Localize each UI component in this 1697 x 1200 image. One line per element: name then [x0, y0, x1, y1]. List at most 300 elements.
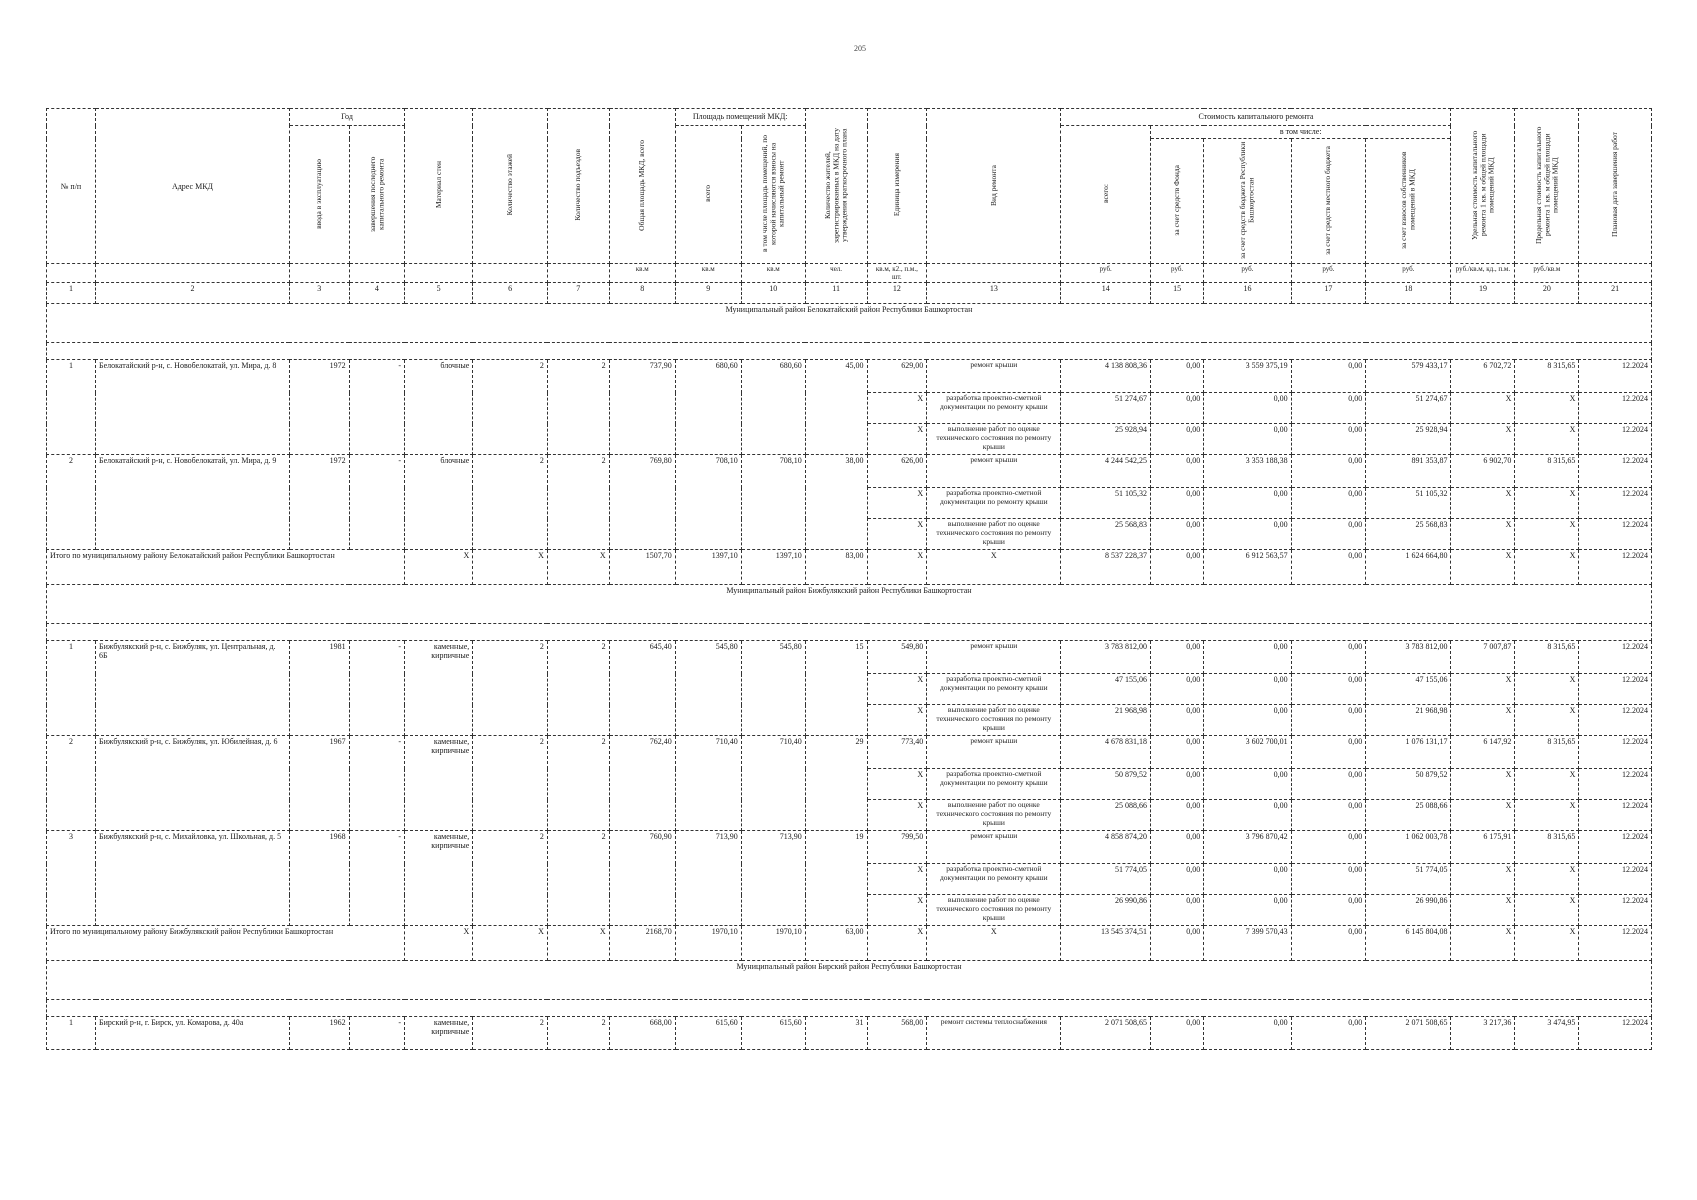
year-built: 1968	[289, 831, 349, 926]
header-units-row: кв.м кв.м кв.м чел. кв.м, к2., п.м., шт. руб. руб. руб. руб. руб. руб./кв.м, кд., п.м. руб./кв.м	[47, 264, 1652, 283]
column-number: 16	[1204, 283, 1291, 304]
total-area: 2168,70	[609, 926, 675, 961]
header-cost-local: за счет средств местного бюджета	[1291, 139, 1366, 264]
cost-local: 0,00	[1291, 519, 1366, 550]
residents: 29	[805, 736, 867, 831]
entrances: 2	[547, 736, 609, 831]
total-label: Итого по муниципальному району Бижбулякский район Республики Башкортостан	[47, 926, 405, 961]
column-number: 21	[1579, 283, 1652, 304]
planned-date: 12.2024	[1579, 488, 1652, 519]
work-type: ремонт крыши	[927, 736, 1061, 769]
premises-area: 680,60	[675, 360, 741, 455]
total-area: 668,00	[609, 1017, 675, 1050]
specific-cost: X	[1451, 519, 1515, 550]
section-title-row	[47, 585, 1652, 624]
header-premises-area: Площадь помещений МКД:	[675, 109, 805, 126]
table-row	[47, 831, 1652, 864]
cost-owners: 579 433,17	[1366, 360, 1451, 393]
cost-fund: 0,00	[1150, 641, 1203, 674]
total-residential-area: 1397,10	[741, 550, 805, 585]
year-last-repair: -	[349, 360, 404, 455]
cost-republic: 0,00	[1204, 424, 1291, 455]
house-number: 2	[47, 455, 96, 550]
year-last-repair: -	[349, 1017, 404, 1050]
cost-republic: 0,00	[1204, 488, 1291, 519]
cost-local: 0,00	[1291, 800, 1366, 831]
cost-local: 0,00	[1291, 769, 1366, 800]
column-numbers-row	[47, 283, 1652, 304]
header-year-built: ввода в эксплуатацию	[289, 126, 349, 264]
cost-total: 25 088,66	[1061, 800, 1151, 831]
total-residential-area: 1970,10	[741, 926, 805, 961]
spacer-row	[47, 1000, 1652, 1017]
planned-date: 12.2024	[1579, 864, 1652, 895]
premises-area: 713,90	[675, 831, 741, 926]
specific-cost: X	[1451, 424, 1515, 455]
table-row	[47, 1017, 1652, 1050]
planned-date: 12.2024	[1579, 736, 1652, 769]
cost-republic: 0,00	[1204, 769, 1291, 800]
cost-fund: 0,00	[1150, 769, 1203, 800]
unit-value: 799,50	[867, 831, 927, 864]
planned-date: 12.2024	[1579, 831, 1652, 864]
column-number: 7	[547, 283, 609, 304]
header-wall-material: Материал стен	[405, 109, 473, 264]
total-area: 645,40	[609, 641, 675, 736]
header-total-area: Общая площадь МКД, всего	[609, 109, 675, 264]
cost-republic: 0,00	[1204, 674, 1291, 705]
entrances: 2	[547, 360, 609, 455]
cost-owners: 21 968,98	[1366, 705, 1451, 736]
cost-local: 0,00	[1291, 641, 1366, 674]
limit-cost: 3 474,95	[1515, 1017, 1579, 1050]
cost-owners: 25 088,66	[1366, 800, 1451, 831]
header-work-type: Вид ремонта	[927, 109, 1061, 264]
table-body	[47, 304, 1652, 1050]
cost-total: 50 879,52	[1061, 769, 1151, 800]
limit-cost: X	[1515, 424, 1579, 455]
house-address: Бижбулякский р-н, с. Бижбуляк, ул. Юбилейная, д. 6	[96, 736, 290, 831]
header-specific-cost: Удельная стоимость капитального ремонта 1 кв. м общей площади помещений МКД	[1451, 109, 1515, 264]
total-specific: X	[1451, 550, 1515, 585]
total-area: 737,90	[609, 360, 675, 455]
specific-cost: X	[1451, 393, 1515, 424]
cost-local: 0,00	[1291, 455, 1366, 488]
cost-owners: 50 879,52	[1366, 769, 1451, 800]
cost-republic: 0,00	[1204, 895, 1291, 926]
year-built: 1967	[289, 736, 349, 831]
total-local: 0,00	[1291, 550, 1366, 585]
unit-value: X	[867, 424, 927, 455]
cost-total: 21 968,98	[1061, 705, 1151, 736]
planned-date: 12.2024	[1579, 674, 1652, 705]
entrances: 2	[547, 455, 609, 550]
wall-material: каменные, кирпичные	[405, 831, 473, 926]
cost-local: 0,00	[1291, 705, 1366, 736]
house-address: Белокатайский р-н, с. Новобелокатай, ул. Мира, д. 8	[96, 360, 290, 455]
cost-owners: 891 353,87	[1366, 455, 1451, 488]
specific-cost: 6 702,72	[1451, 360, 1515, 393]
total-floors: X	[473, 926, 548, 961]
total-fund: 0,00	[1150, 550, 1203, 585]
limit-cost: X	[1515, 864, 1579, 895]
column-number: 14	[1061, 283, 1151, 304]
column-number: 12	[867, 283, 927, 304]
work-type: ремонт крыши	[927, 641, 1061, 674]
total-limit: X	[1515, 550, 1579, 585]
total-unit: X	[867, 550, 927, 585]
header-residents: Количество жителей, зарегистрированных в МКД на дату утверждения краткосрочного плана	[805, 109, 867, 264]
column-number: 18	[1366, 283, 1451, 304]
spacer-row	[47, 343, 1652, 360]
total-cost: 8 537 228,37	[1061, 550, 1151, 585]
limit-cost: 8 315,65	[1515, 641, 1579, 674]
wall-material: блочные	[405, 455, 473, 550]
section-title: Муниципальный район Бижбулякский район Республики Башкортостан	[47, 585, 1652, 624]
residents: 31	[805, 1017, 867, 1050]
total-work: X	[927, 550, 1061, 585]
work-type: разработка проектно-сметной документации по ремонту крыши	[927, 674, 1061, 705]
total-republic: 6 912 563,57	[1204, 550, 1291, 585]
entrances: 2	[547, 641, 609, 736]
specific-cost: X	[1451, 864, 1515, 895]
header-cost-fund: за счет средств Фонда	[1150, 139, 1203, 264]
header-planned-date: Плановая дата завершения работ	[1579, 109, 1652, 264]
section-title-row	[47, 961, 1652, 1000]
column-number: 4	[349, 283, 404, 304]
cost-fund: 0,00	[1150, 1017, 1203, 1050]
work-type: ремонт крыши	[927, 360, 1061, 393]
header-floors: Количество этажей	[473, 109, 548, 264]
cost-total: 51 274,67	[1061, 393, 1151, 424]
cost-total: 51 105,32	[1061, 488, 1151, 519]
unit-value: 568,00	[867, 1017, 927, 1050]
header-cost-republic: за счет средств бюджета Республики Башкортостан	[1204, 139, 1291, 264]
column-number: 2	[96, 283, 290, 304]
specific-cost: X	[1451, 488, 1515, 519]
planned-date: 12.2024	[1579, 769, 1652, 800]
wall-material: каменные, кирпичные	[405, 1017, 473, 1050]
cost-owners: 51 774,05	[1366, 864, 1451, 895]
house-number: 1	[47, 641, 96, 736]
table-row	[47, 455, 1652, 488]
specific-cost: 7 007,87	[1451, 641, 1515, 674]
cost-republic: 3 796 870,42	[1204, 831, 1291, 864]
planned-date: 12.2024	[1579, 1017, 1652, 1050]
floors: 2	[473, 641, 548, 736]
limit-cost: X	[1515, 705, 1579, 736]
column-number: 17	[1291, 283, 1366, 304]
column-number: 6	[473, 283, 548, 304]
limit-cost: 8 315,65	[1515, 736, 1579, 769]
column-number: 1	[47, 283, 96, 304]
floors: 2	[473, 455, 548, 550]
limit-cost: X	[1515, 769, 1579, 800]
floors: 2	[473, 360, 548, 455]
residential-area: 710,40	[741, 736, 805, 831]
cost-total: 51 774,05	[1061, 864, 1151, 895]
year-last-repair: -	[349, 831, 404, 926]
work-type: выполнение работ по оценке технического состояния по ремонту крыши	[927, 705, 1061, 736]
section-title-row	[47, 304, 1652, 343]
column-number: 10	[741, 283, 805, 304]
specific-cost: X	[1451, 705, 1515, 736]
total-wall: X	[405, 550, 473, 585]
section-title: Муниципальный район Белокатайский район Республики Башкортостан	[47, 304, 1652, 343]
limit-cost: X	[1515, 393, 1579, 424]
unit-value: 626,00	[867, 455, 927, 488]
cost-local: 0,00	[1291, 393, 1366, 424]
limit-cost: X	[1515, 488, 1579, 519]
cost-fund: 0,00	[1150, 360, 1203, 393]
specific-cost: X	[1451, 674, 1515, 705]
column-number: 3	[289, 283, 349, 304]
residents: 38,00	[805, 455, 867, 550]
wall-material: каменные, кирпичные	[405, 641, 473, 736]
column-number: 9	[675, 283, 741, 304]
unit-value: 549,80	[867, 641, 927, 674]
cost-republic: 0,00	[1204, 393, 1291, 424]
work-type: разработка проектно-сметной документации по ремонту крыши	[927, 488, 1061, 519]
floors: 2	[473, 1017, 548, 1050]
year-last-repair: -	[349, 641, 404, 736]
header-premises-total: всего	[675, 126, 741, 264]
column-number: 5	[405, 283, 473, 304]
total-republic: 7 399 570,43	[1204, 926, 1291, 961]
cost-local: 0,00	[1291, 488, 1366, 519]
column-number: 19	[1451, 283, 1515, 304]
column-number: 15	[1150, 283, 1203, 304]
total-owners: 6 145 804,08	[1366, 926, 1451, 961]
specific-cost: 6 175,91	[1451, 831, 1515, 864]
table-row	[47, 736, 1652, 769]
cost-fund: 0,00	[1150, 895, 1203, 926]
total-date: 12.2024	[1579, 550, 1652, 585]
year-built: 1962	[289, 1017, 349, 1050]
spacer-cell	[47, 1000, 1652, 1017]
cost-owners: 51 105,32	[1366, 488, 1451, 519]
total-owners: 1 624 664,80	[1366, 550, 1451, 585]
limit-cost: X	[1515, 674, 1579, 705]
unit-value: 629,00	[867, 360, 927, 393]
cost-fund: 0,00	[1150, 831, 1203, 864]
house-number: 1	[47, 360, 96, 455]
cost-local: 0,00	[1291, 895, 1366, 926]
cost-local: 0,00	[1291, 831, 1366, 864]
cost-local: 0,00	[1291, 736, 1366, 769]
cost-owners: 1 062 003,78	[1366, 831, 1451, 864]
table-row	[47, 641, 1652, 674]
cost-total: 4 244 542,25	[1061, 455, 1151, 488]
house-number: 2	[47, 736, 96, 831]
header-cost-owners: за счет взносов собственников помещений в МКД	[1366, 139, 1451, 264]
unit-value: X	[867, 705, 927, 736]
cost-fund: 0,00	[1150, 800, 1203, 831]
cost-owners: 51 274,67	[1366, 393, 1451, 424]
column-number: 13	[927, 283, 1061, 304]
column-number: 11	[805, 283, 867, 304]
work-type: ремонт крыши	[927, 831, 1061, 864]
residents: 15	[805, 641, 867, 736]
cost-fund: 0,00	[1150, 488, 1203, 519]
total-entrances: X	[547, 926, 609, 961]
cost-total: 2 071 508,65	[1061, 1017, 1151, 1050]
header-entrances: Количество подъездов	[547, 109, 609, 264]
cost-total: 4 138 808,36	[1061, 360, 1151, 393]
cost-republic: 0,00	[1204, 800, 1291, 831]
residential-area: 680,60	[741, 360, 805, 455]
cost-local: 0,00	[1291, 360, 1366, 393]
header-cost-total: всего:	[1061, 126, 1151, 264]
repair-plan-table	[46, 108, 1652, 1050]
residential-area: 713,90	[741, 831, 805, 926]
total-area: 769,80	[609, 455, 675, 550]
residential-area: 708,10	[741, 455, 805, 550]
house-address: Бирский р-н, г. Бирск, ул. Комарова, д. 40а	[96, 1017, 290, 1050]
planned-date: 12.2024	[1579, 641, 1652, 674]
cost-fund: 0,00	[1150, 674, 1203, 705]
limit-cost: X	[1515, 800, 1579, 831]
unit-value: X	[867, 800, 927, 831]
planned-date: 12.2024	[1579, 424, 1652, 455]
cost-republic: 3 602 700,01	[1204, 736, 1291, 769]
planned-date: 12.2024	[1579, 705, 1652, 736]
entrances: 2	[547, 1017, 609, 1050]
cost-owners: 1 076 131,17	[1366, 736, 1451, 769]
header-year: Год	[289, 109, 404, 126]
planned-date: 12.2024	[1579, 800, 1652, 831]
total-limit: X	[1515, 926, 1579, 961]
cost-fund: 0,00	[1150, 519, 1203, 550]
cost-fund: 0,00	[1150, 393, 1203, 424]
section-title: Муниципальный район Бирский район Республики Башкортостан	[47, 961, 1652, 1000]
unit-value: X	[867, 769, 927, 800]
total-area: 1507,70	[609, 550, 675, 585]
work-type: выполнение работ по оценке технического состояния по ремонту крыши	[927, 895, 1061, 926]
total-area: 760,90	[609, 831, 675, 926]
unit-value: 773,40	[867, 736, 927, 769]
cost-total: 25 928,94	[1061, 424, 1151, 455]
cost-owners: 25 928,94	[1366, 424, 1451, 455]
work-type: выполнение работ по оценке технического состояния по ремонту крыши	[927, 424, 1061, 455]
cost-owners: 26 990,86	[1366, 895, 1451, 926]
cost-fund: 0,00	[1150, 455, 1203, 488]
wall-material: каменные, кирпичные	[405, 736, 473, 831]
work-type: выполнение работ по оценке технического состояния по ремонту крыши	[927, 519, 1061, 550]
total-entrances: X	[547, 550, 609, 585]
specific-cost: 6 902,70	[1451, 455, 1515, 488]
house-address: Бижбулякский р-н, с. Михайловка, ул. Школьная, д. 5	[96, 831, 290, 926]
total-fund: 0,00	[1150, 926, 1203, 961]
table-row	[47, 360, 1652, 393]
year-last-repair: -	[349, 736, 404, 831]
residents: 19	[805, 831, 867, 926]
column-number: 20	[1515, 283, 1579, 304]
total-work: X	[927, 926, 1061, 961]
cost-total: 3 783 812,00	[1061, 641, 1151, 674]
header-year-last-repair: завершения последнего капитального ремонта	[349, 126, 404, 264]
house-address: Белокатайский р-н, с. Новобелокатай, ул. Мира, д. 9	[96, 455, 290, 550]
limit-cost: X	[1515, 519, 1579, 550]
header-unit: Единица измерения	[867, 109, 927, 264]
cost-republic: 0,00	[1204, 864, 1291, 895]
cost-total: 4 678 831,18	[1061, 736, 1151, 769]
cost-local: 0,00	[1291, 674, 1366, 705]
spacer-cell	[47, 343, 1652, 360]
premises-area: 708,10	[675, 455, 741, 550]
limit-cost: 8 315,65	[1515, 360, 1579, 393]
header-cost-group: Стоимость капитального ремонта	[1061, 109, 1451, 126]
house-number: 1	[47, 1017, 96, 1050]
year-built: 1972	[289, 455, 349, 550]
unit-value: X	[867, 519, 927, 550]
header-premises-residential: в том числе площадь помещений, по которой начисляются взносы на капитальный ремонт	[741, 126, 805, 264]
cost-total: 47 155,06	[1061, 674, 1151, 705]
cost-local: 0,00	[1291, 864, 1366, 895]
year-built: 1972	[289, 360, 349, 455]
entrances: 2	[547, 831, 609, 926]
specific-cost: 3 217,36	[1451, 1017, 1515, 1050]
unit-value: X	[867, 393, 927, 424]
total-residents: 63,00	[805, 926, 867, 961]
cost-owners: 3 783 812,00	[1366, 641, 1451, 674]
residential-area: 545,80	[741, 641, 805, 736]
total-cost: 13 545 374,51	[1061, 926, 1151, 961]
work-type: ремонт системы теплоснабжения	[927, 1017, 1061, 1050]
work-type: ремонт крыши	[927, 455, 1061, 488]
cost-fund: 0,00	[1150, 864, 1203, 895]
residents: 45,00	[805, 360, 867, 455]
limit-cost: 8 315,65	[1515, 831, 1579, 864]
cost-fund: 0,00	[1150, 705, 1203, 736]
floors: 2	[473, 831, 548, 926]
planned-date: 12.2024	[1579, 895, 1652, 926]
spacer-cell	[47, 624, 1652, 641]
specific-cost: X	[1451, 800, 1515, 831]
unit-value: X	[867, 488, 927, 519]
cost-owners: 2 071 508,65	[1366, 1017, 1451, 1050]
total-wall: X	[405, 926, 473, 961]
total-date: 12.2024	[1579, 926, 1652, 961]
header-limit-cost: Предельная стоимость капитального ремонта 1 кв. м общей площади помещений МКД	[1515, 109, 1579, 264]
repair-plan-sheet	[46, 108, 1652, 1050]
header-address: Адрес МКД	[96, 109, 290, 264]
cost-republic: 0,00	[1204, 519, 1291, 550]
premises-area: 710,40	[675, 736, 741, 831]
work-type: разработка проектно-сметной документации по ремонту крыши	[927, 769, 1061, 800]
column-number: 8	[609, 283, 675, 304]
residential-area: 615,60	[741, 1017, 805, 1050]
work-type: разработка проектно-сметной документации по ремонту крыши	[927, 393, 1061, 424]
page-number: 205	[854, 44, 866, 53]
cost-owners: 47 155,06	[1366, 674, 1451, 705]
unit-value: X	[867, 864, 927, 895]
unit-value: X	[867, 895, 927, 926]
planned-date: 12.2024	[1579, 360, 1652, 393]
work-type: разработка проектно-сметной документации по ремонту крыши	[927, 864, 1061, 895]
cost-local: 0,00	[1291, 424, 1366, 455]
premises-area: 545,80	[675, 641, 741, 736]
section-total-row	[47, 926, 1652, 961]
specific-cost: 6 147,92	[1451, 736, 1515, 769]
unit-value: X	[867, 674, 927, 705]
house-address: Бижбулякский р-н, с. Бижбуляк, ул. Центральная, д. 6Б	[96, 641, 290, 736]
total-premises-area: 1397,10	[675, 550, 741, 585]
year-built: 1981	[289, 641, 349, 736]
planned-date: 12.2024	[1579, 393, 1652, 424]
total-specific: X	[1451, 926, 1515, 961]
table-header	[47, 109, 1652, 304]
